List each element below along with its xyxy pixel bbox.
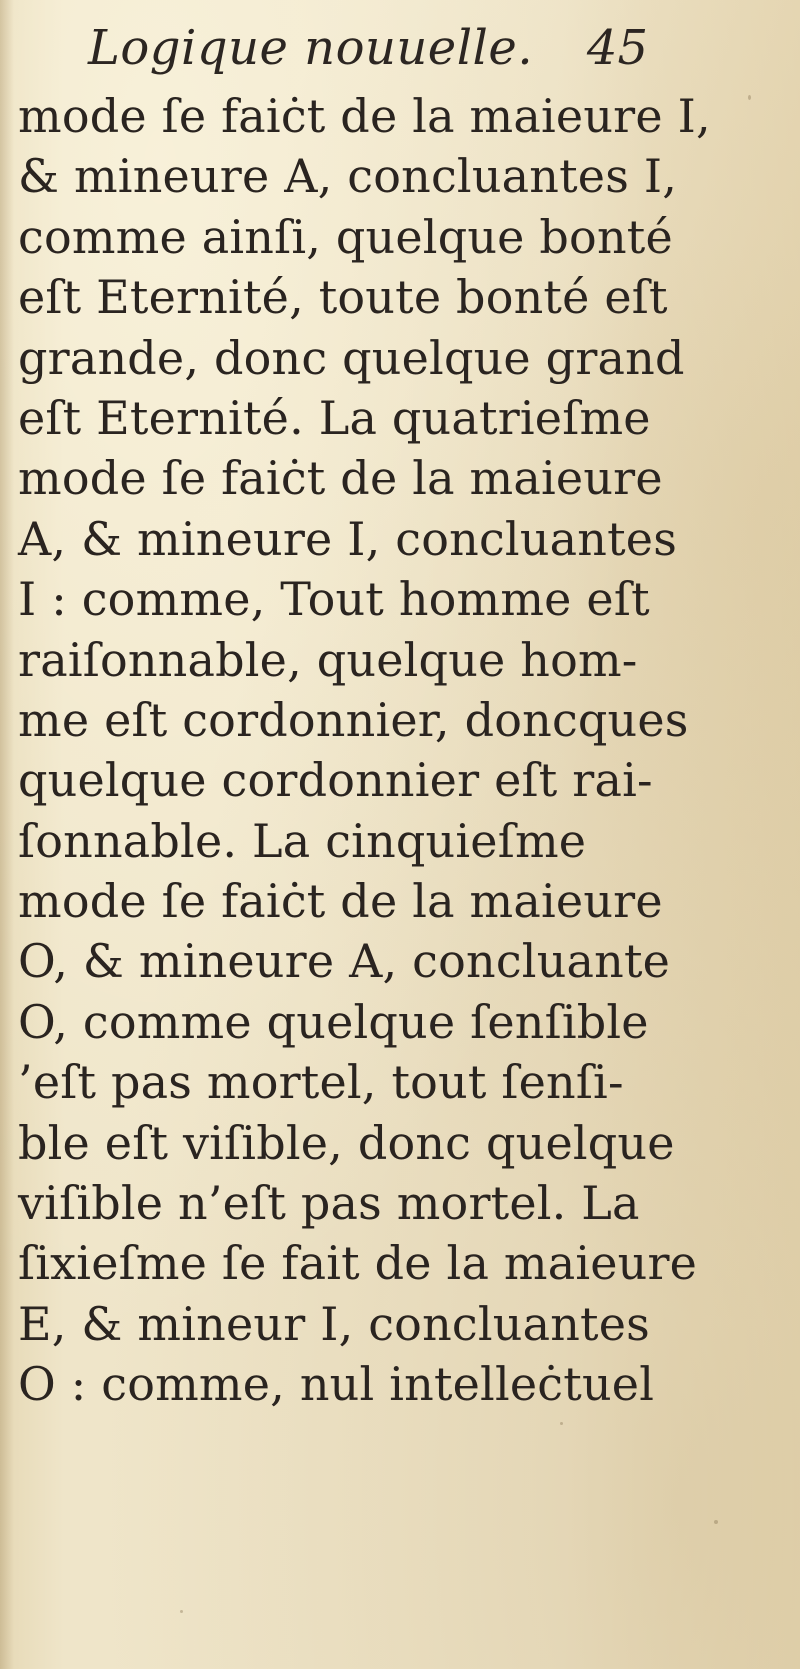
- text-line: E, & mineur I, concluantes: [18, 1296, 650, 1351]
- text-line: O : comme, nul intelleċtuel: [18, 1357, 655, 1412]
- text-line: eſt Eternité. La quatrieſme: [18, 390, 651, 445]
- text-line: comme ainſi, quelque bonté: [18, 209, 673, 264]
- paper-speck: [180, 1610, 183, 1613]
- paper-speck: [714, 1520, 718, 1524]
- text-line: ſixieſme ſe fait de la maieure: [18, 1236, 698, 1291]
- text-line: ’eſt pas mortel, tout ſenſi-: [18, 1055, 624, 1110]
- text-line: viſible n’eſt pas mortel. La: [18, 1176, 640, 1231]
- text-line: eſt Eternité, toute bonté eſt: [18, 270, 668, 325]
- text-line: mode ſe faiċt de la maieure: [18, 874, 663, 929]
- page-number: 45: [586, 20, 648, 76]
- body-text: [18, 86, 711, 1415]
- text-line: ble eſt viſible, donc quelque: [18, 1115, 675, 1170]
- text-line: & mineure A, concluantes I,: [18, 149, 678, 204]
- text-line: quelque cordonnier eſt rai-: [18, 753, 653, 808]
- page-header: [88, 14, 648, 88]
- text-line: mode ſe faiċt de la maieure I,: [18, 89, 711, 143]
- text-line: raiſonnable, quelque hom-: [18, 632, 638, 687]
- text-line: grande, donc quelque grand: [18, 330, 685, 385]
- text-line: me eſt cordonnier, doncques: [18, 692, 689, 747]
- paper-speck: [748, 95, 751, 100]
- text-line: I : comme, Tout homme eſt: [18, 572, 650, 627]
- text-line: O, comme quelque ſenſible: [18, 994, 649, 1049]
- text-line: mode ſe faiċt de la maieure: [18, 451, 663, 506]
- text-line: ſonnable. La cinquieſme: [18, 813, 587, 868]
- page-gutter-shadow: [0, 0, 14, 1669]
- paper-speck: [560, 1422, 563, 1425]
- text-line: O, & mineure A, concluante: [18, 934, 671, 989]
- text-line: A, & mineure I, concluantes: [18, 511, 678, 566]
- running-title: Logique nouuelle.: [88, 20, 534, 76]
